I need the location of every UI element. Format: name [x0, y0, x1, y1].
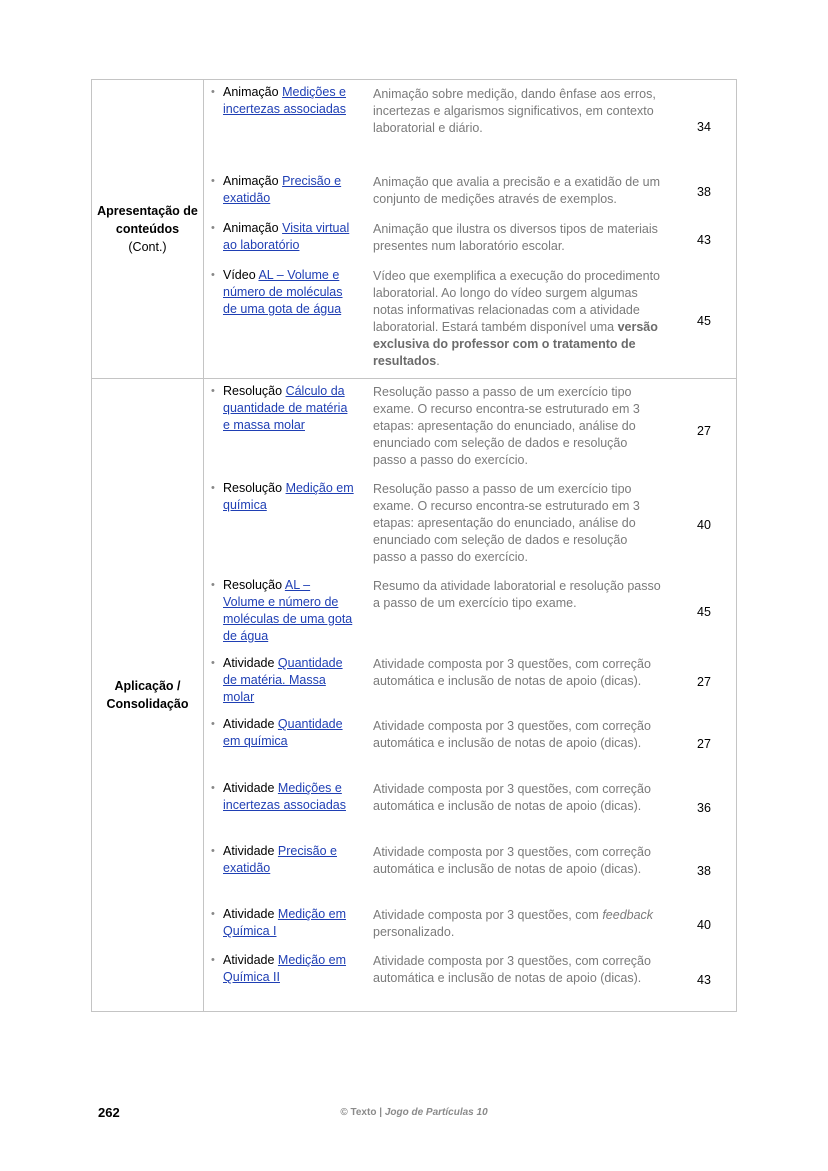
resource-link[interactable]: Precisão e exatidão	[223, 844, 337, 875]
resource-description: Animação que ilustra os diversos tipos de materiais presentes num laboratório escolar.	[373, 222, 658, 253]
bullet-icon: •	[211, 222, 215, 234]
resource-description: Resolução passo a passo de um exercício tipo exame. O recurso encontra-se estruturado em 3 etapas: apresentação do enunciado, análise do enunciado com seleção de dados e resolução passo a passo do exercício.	[373, 482, 640, 564]
resource-link[interactable]: Cálculo da quantidade de matéria e massa molar	[223, 384, 348, 432]
bullet-icon: •	[211, 175, 215, 187]
copyright: © Texto	[340, 1107, 377, 1118]
resource-description: Animação que avalia a precisão e a exatidão de um conjunto de medições através de exemplos.	[373, 175, 660, 206]
footer-credit	[0, 1107, 828, 1118]
resource-link[interactable]: Precisão e exatidão	[223, 174, 342, 205]
resource-description: Animação sobre medição, dando ênfase aos erros, incertezas e algarismos significativos, em contexto laboratorial e diário.	[373, 87, 656, 135]
resource-description: Atividade composta por 3 questões, com correção automática e inclusão de notas de apoio (dicas).	[373, 845, 651, 876]
bullet-icon: •	[211, 954, 215, 966]
resource-link[interactable]: Medições e incertezas associadas	[223, 781, 346, 812]
resource-description: Resumo da atividade laboratorial e resolução passo a passo de um exercício tipo exame.	[373, 579, 661, 610]
bullet-icon: •	[211, 482, 215, 494]
resource-type: Atividade	[223, 656, 275, 670]
resource-link[interactable]: Medição em Química II	[223, 953, 347, 984]
section-note: (Cont.)	[128, 240, 167, 254]
resource-link[interactable]: Medição em Química I	[223, 907, 347, 938]
page-number: 38	[697, 185, 711, 199]
resource-description: Atividade composta por 3 questões, com correção automática e inclusão de notas de apoio (dicas).	[373, 782, 651, 813]
page-number: 40	[697, 918, 711, 932]
section-label	[92, 379, 204, 1011]
section-title: Apresentação de conteúdos	[97, 204, 198, 236]
bullet-icon: •	[211, 908, 215, 920]
resource-description: Atividade composta por 3 questões, com feedback personalizado.	[373, 908, 654, 939]
resource-type: Resolução	[223, 578, 283, 592]
page-number: 43	[697, 973, 711, 987]
resource-type: Vídeo	[223, 268, 256, 282]
resource-link[interactable]: Medição em química	[223, 481, 354, 512]
resource-type: Resolução	[223, 384, 283, 398]
page-number: 45	[697, 605, 711, 619]
page-number: 45	[697, 314, 711, 328]
resource-description: Vídeo que exemplifica a execução do procedimento laboratorial. Ao longo do vídeo surgem algumas notas informativas relacionadas com a atividade laboratorial. Estará também disponível uma versão exclusiva do professor com o tratamento de resultados.	[373, 269, 660, 368]
footer-separator: |	[379, 1107, 383, 1118]
resources-table	[91, 79, 737, 1012]
footer-page-number: 262	[98, 1105, 120, 1120]
resource-link[interactable]: AL – Volume e número de moléculas de uma gota de água	[223, 578, 353, 643]
bullet-icon: •	[211, 782, 215, 794]
resource-type: Animação	[223, 174, 279, 188]
resource-type: Animação	[223, 221, 279, 235]
page-number: 36	[697, 801, 711, 815]
page-number: 43	[697, 233, 711, 247]
page-number: 40	[697, 518, 711, 532]
section-aplicacao	[92, 379, 736, 1011]
section-title: Aplicação / Consolidação	[106, 679, 189, 711]
bullet-icon: •	[211, 718, 215, 730]
book-title: Jogo de Partículas 10	[384, 1107, 488, 1118]
bold-note: versão exclusiva do professor com o tratamento de resultados	[373, 320, 658, 368]
italic-term: feedback	[602, 908, 654, 922]
resource-description: Resolução passo a passo de um exercício tipo exame. O recurso encontra-se estruturado em 3 etapas: apresentação do enunciado, análise do enunciado com seleção de dados e resolução passo a passo do exercício.	[373, 385, 640, 467]
bullet-icon: •	[211, 86, 215, 98]
resource-type: Atividade	[223, 717, 275, 731]
page-number: 27	[697, 675, 711, 689]
resource-link[interactable]: Quantidade em química	[223, 717, 343, 748]
page-number: 27	[697, 424, 711, 438]
resource-description: Atividade composta por 3 questões, com correção automática e inclusão de notas de apoio (dicas).	[373, 657, 651, 688]
bullet-icon: •	[211, 579, 215, 591]
resource-type: Animação	[223, 85, 279, 99]
page-number: 34	[697, 120, 711, 134]
resource-type: Atividade	[223, 781, 275, 795]
resource-link[interactable]: Medições e incertezas associadas	[223, 85, 347, 116]
bullet-icon: •	[211, 385, 215, 397]
section-apresentacao	[92, 80, 736, 379]
resource-type: Atividade	[223, 844, 275, 858]
resource-type: Resolução	[223, 481, 283, 495]
resource-type: Atividade	[223, 953, 275, 967]
bullet-icon: •	[211, 269, 215, 281]
resource-description: Atividade composta por 3 questões, com correção automática e inclusão de notas de apoio (dicas).	[373, 954, 651, 985]
page-number: 27	[697, 737, 711, 751]
bullet-icon: •	[211, 845, 215, 857]
bullet-icon: •	[211, 657, 215, 669]
section-label	[92, 80, 204, 378]
resource-link[interactable]: Quantidade de matéria. Massa molar	[223, 656, 343, 704]
resource-type: Atividade	[223, 907, 275, 921]
resource-description: Atividade composta por 3 questões, com correção automática e inclusão de notas de apoio (dicas).	[373, 719, 651, 750]
resource-link[interactable]: AL – Volume e número de moléculas de uma gota de água	[223, 268, 343, 316]
page-number: 38	[697, 864, 711, 878]
resource-link[interactable]: Visita virtual ao laboratório	[223, 221, 350, 252]
